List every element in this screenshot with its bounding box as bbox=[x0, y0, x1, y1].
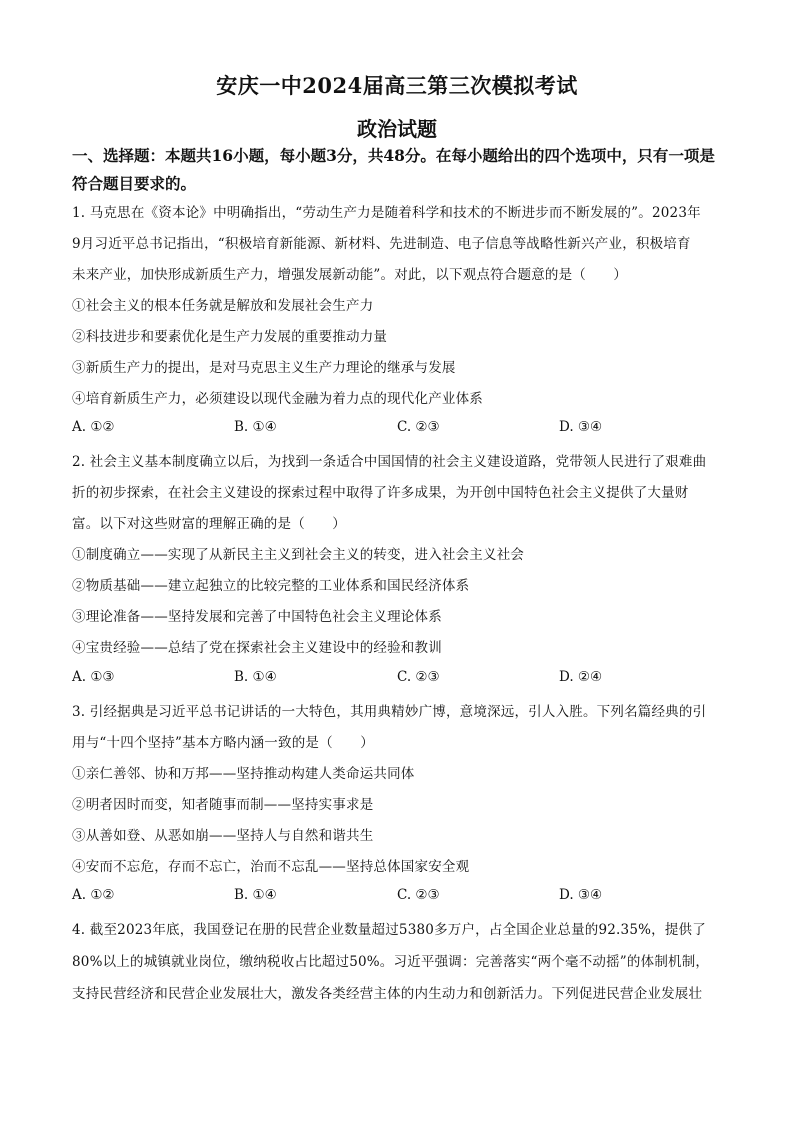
q3-statement: ④安而不忘危，存而不忘亡，治而不忘乱——坚持总体国家安全观 bbox=[72, 859, 470, 875]
q4-stem-line: 支持民营经济和民营企业发展壮大，激发各类经营主体的内生动力和创新活力。下列促进民营企业发展壮 bbox=[72, 986, 703, 1002]
q3-option-d[interactable]: D. ③④ bbox=[559, 887, 603, 903]
q1-statement: ②科技进步和要素优化是生产力发展的重要推动力量 bbox=[72, 329, 388, 345]
q1-statement: ④培育新质生产力，必须建设以现代金融为着力点的现代化产业体系 bbox=[72, 391, 483, 407]
q3-stem-line: 用与“十四个坚持”基本方略内涵一致的是（ ） bbox=[72, 735, 374, 751]
q2-stem-line: 折的初步探索，在社会主义建设的探索过程中取得了许多成果，为开创中国特色社会主义提供了大量财 bbox=[72, 485, 689, 501]
q2-option-b[interactable]: B. ①④ bbox=[234, 669, 277, 685]
q1-stem-line: 未来产业，加快形成新质生产力，增强发展新动能”。对此，以下观点符合题意的是（ ） bbox=[72, 267, 628, 283]
q2-option-a[interactable]: A. ①③ bbox=[72, 669, 115, 685]
q3-stem-line: 3. 引经据典是习近平总书记讲话的一大特色，其用典精妙广博，意境深远，引人入胜。下列名篇经典的引 bbox=[72, 704, 707, 720]
q1-option-a[interactable]: A. ①② bbox=[72, 419, 115, 435]
q2-statement: ①制度确立——实现了从新民主主义到社会主义的转变，进入社会主义社会 bbox=[72, 547, 525, 563]
q3-option-b[interactable]: B. ①④ bbox=[234, 887, 277, 903]
exam-title: 安庆一中2024届高三第三次模拟考试 bbox=[216, 73, 578, 98]
section-heading: 一、选择题：本题共16小题，每小题3分，共48分。在每小题给出的四个选项中，只有一项是符合题目要求的。 bbox=[72, 146, 715, 193]
q1-options bbox=[72, 419, 732, 439]
q3-statement: ③从善如登、从恶如崩——坚持人与自然和谐共生 bbox=[72, 828, 374, 844]
exam-subtitle: 政治试题 bbox=[357, 117, 437, 141]
q3-option-c[interactable]: C. ②③ bbox=[397, 887, 440, 903]
q1-option-c[interactable]: C. ②③ bbox=[397, 419, 440, 435]
q3-option-a[interactable]: A. ①② bbox=[72, 887, 115, 903]
q3-options bbox=[72, 887, 732, 907]
q4-stem-line: 80%以上的城镇就业岗位，缴纳税收占比超过50%。习近平强调：完善落实“两个毫不动摇”的体制机制， bbox=[72, 954, 710, 970]
q1-statement: ①社会主义的根本任务就是解放和发展社会生产力 bbox=[72, 298, 374, 314]
q2-stem-line: 富。以下对这些财富的理解正确的是（ ） bbox=[72, 516, 346, 532]
q2-options bbox=[72, 669, 732, 689]
q4-stem-line: 4. 截至2023年底，我国登记在册的民营企业数量超过5380多万户，占全国企业总量的92.35%，提供了 bbox=[72, 922, 706, 938]
q2-statement: ②物质基础——建立起独立的比较完整的工业体系和国民经济体系 bbox=[72, 578, 470, 594]
q2-option-c[interactable]: C. ②③ bbox=[397, 669, 440, 685]
q1-stem-line: 1. 马克思在《资本论》中明确指出，“劳动生产力是随着科学和技术的不断进步而不断发展的”。2023年 bbox=[72, 205, 701, 221]
q2-option-d[interactable]: D. ②④ bbox=[559, 669, 603, 685]
q2-statement: ④宝贵经验——总结了党在探索社会主义建设中的经验和教训 bbox=[72, 640, 442, 656]
q2-stem-line: 2. 社会主义基本制度确立以后，为找到一条适合中国国情的社会主义建设道路，党带领人民进行了艰难曲 bbox=[72, 454, 707, 470]
q2-statement: ③理论准备——坚持发展和完善了中国特色社会主义理论体系 bbox=[72, 609, 442, 625]
q1-option-b[interactable]: B. ①④ bbox=[234, 419, 277, 435]
q1-stem-line: 9月习近平总书记指出，“积极培育新能源、新材料、先进制造、电子信息等战略性新兴产业，积极培育 bbox=[72, 236, 691, 252]
q1-statement: ③新质生产力的提出，是对马克思主义生产力理论的继承与发展 bbox=[72, 360, 456, 376]
q3-statement: ①亲仁善邻、协和万邦——坚持推动构建人类命运共同体 bbox=[72, 766, 415, 782]
q1-option-d[interactable]: D. ③④ bbox=[559, 419, 603, 435]
q3-statement: ②明者因时而变，知者随事而制——坚持实事求是 bbox=[72, 797, 374, 813]
